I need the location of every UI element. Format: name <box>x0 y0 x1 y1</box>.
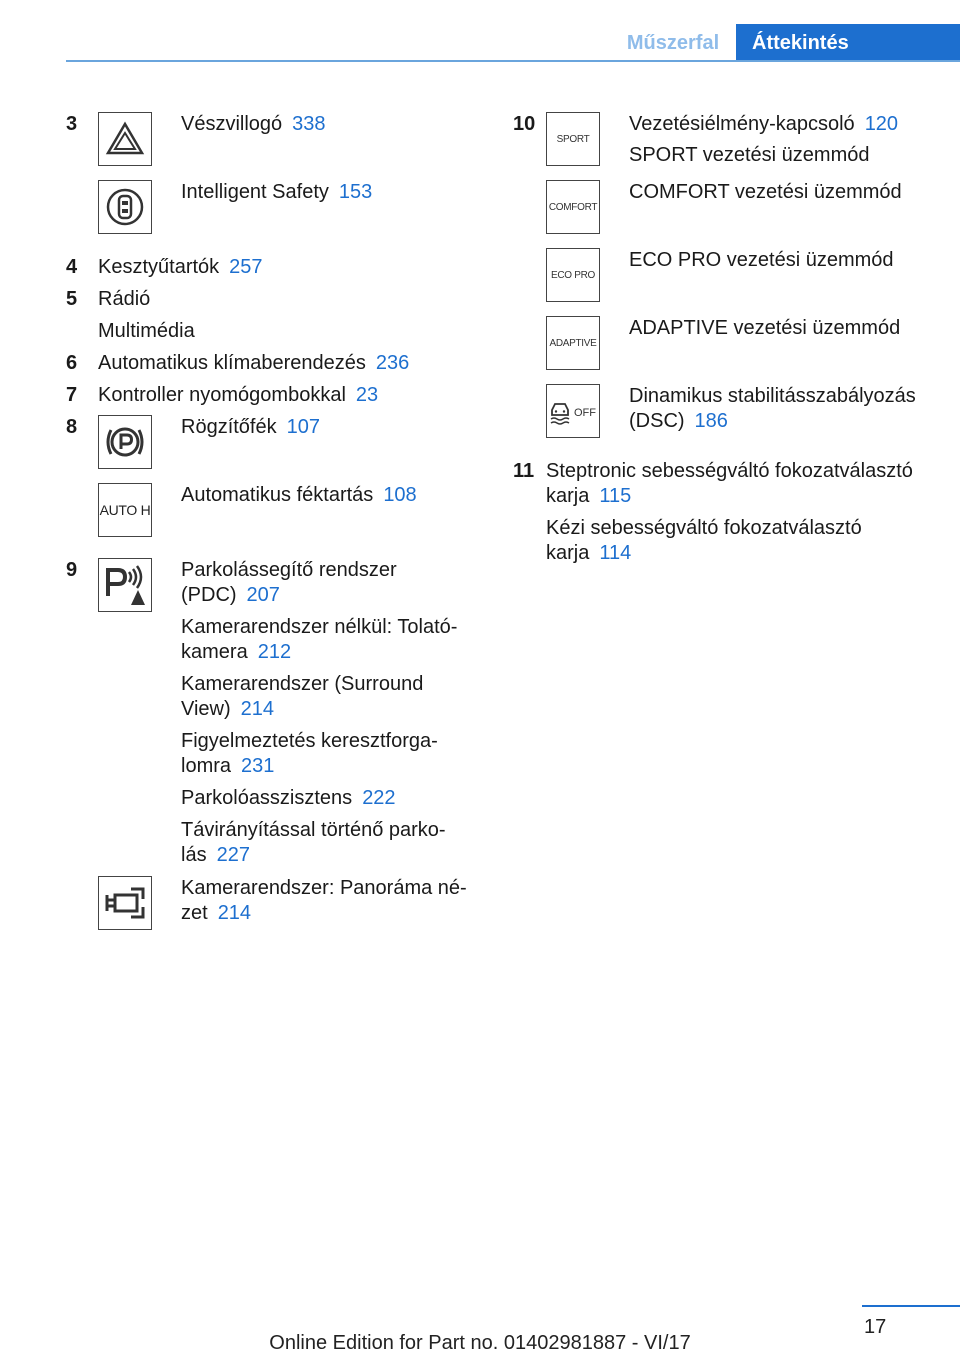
item-10d-label: ADAPTIVE vezetési üzemmód <box>629 317 901 339</box>
item-9-e4-line1: Figyelmeztetés keresztforga- <box>181 730 438 752</box>
adaptive-mode-icon-label: ADAPTIVE <box>549 337 597 349</box>
item-11b-line2-wrap <box>546 541 631 566</box>
item-number-8: 8 <box>66 416 78 438</box>
item-10c-label: ECO PRO vezetési üzemmód <box>629 249 894 271</box>
item-9-e4-page-link[interactable]: 231 <box>241 755 275 777</box>
item-number-4: 4 <box>66 256 78 278</box>
item-7-entry <box>98 383 378 408</box>
item-9-e3-line2-wrap <box>181 697 274 722</box>
item-9-e6-line1: Távirányítással történő parko- <box>181 819 446 841</box>
item-9-e2-line1: Kamerarendszer nélkül: Tolató- <box>181 616 458 638</box>
item-9-e4-line2-wrap <box>181 754 274 779</box>
item-4-entry <box>98 255 263 280</box>
item-6-label: Automatikus klímaberendezés <box>98 352 366 374</box>
item-9-e1-line2-wrap <box>181 583 280 608</box>
item-11a-line1: Steptronic sebességváltó fokozatválasztó <box>546 460 913 482</box>
item-10a-entry <box>629 112 898 137</box>
item-9-e7-line1: Kamerarendszer: Panoráma né- <box>181 877 467 899</box>
sport-mode-icon <box>546 112 600 166</box>
item-9-e1-page-link[interactable]: 207 <box>246 584 280 606</box>
intelligent-safety-icon <box>98 180 152 234</box>
item-10e-page-link[interactable]: 186 <box>694 410 728 432</box>
item-8b-page-link[interactable]: 108 <box>383 484 417 506</box>
comfort-mode-icon <box>546 180 600 234</box>
item-11b-page-link[interactable]: 114 <box>599 542 632 564</box>
item-8b-entry <box>181 483 417 508</box>
item-10e-line1: Dinamikus stabilitásszabályozás <box>629 385 916 407</box>
dsc-off-icon <box>546 384 600 438</box>
tab-muszerfal[interactable]: Műszerfal <box>626 32 720 54</box>
item-10b-label: COMFORT vezetési üzemmód <box>629 181 902 203</box>
eco-pro-mode-icon <box>546 248 600 302</box>
item-4-page-link[interactable]: 257 <box>229 256 263 278</box>
edition-footer: Online Edition for Part no. 01402981887 - VI/17 <box>269 1332 691 1354</box>
auto-hold-icon-label: AUTO H <box>99 502 151 518</box>
park-distance-control-icon <box>98 558 152 612</box>
item-3b-entry <box>181 180 372 205</box>
adaptive-mode-icon <box>546 316 600 370</box>
item-3a-label: Vészvillogó <box>181 113 283 135</box>
item-number-7: 7 <box>66 384 78 406</box>
item-9-e4-line2: lomra <box>181 755 232 777</box>
item-9-e3-line2: View) <box>181 698 231 720</box>
dsc-off-icon-label: OFF <box>574 407 596 419</box>
item-9-e7-page-link[interactable]: 214 <box>217 902 252 924</box>
item-10a-label: Vezetésiélmény-kapcsoló <box>629 113 855 135</box>
item-9-e2-page-link[interactable]: 212 <box>257 641 292 663</box>
item-7-label: Kontroller nyomógombokkal <box>98 384 346 406</box>
item-8b-label: Automatikus féktartás <box>181 484 374 506</box>
item-3b-label: Intelligent Safety <box>181 181 329 203</box>
auto-hold-icon <box>98 483 152 537</box>
item-3a-page-link[interactable]: 338 <box>292 113 326 135</box>
item-10a-page-link[interactable]: 120 <box>864 113 899 135</box>
item-8a-entry <box>181 415 320 440</box>
item-9-e6-page-link[interactable]: 227 <box>216 844 250 866</box>
page-number: 17 <box>864 1316 887 1338</box>
item-9-e3-line1: Kamerarendszer (Surround <box>181 673 424 695</box>
item-number-6: 6 <box>66 352 78 374</box>
item-number-10: 10 <box>513 113 536 135</box>
tab-attekintes[interactable]: Áttekintés <box>736 24 960 62</box>
item-5-line2: Multimédia <box>98 320 195 342</box>
comfort-mode-icon-label: COMFORT <box>548 201 598 213</box>
item-9-e5-entry <box>181 786 396 811</box>
item-4-label: Kesztyűtartók <box>98 256 220 278</box>
item-3a-entry <box>181 112 326 137</box>
item-9-e7-line2: zet <box>181 902 208 924</box>
footer-divider <box>862 1305 960 1307</box>
item-9-e3-page-link[interactable]: 214 <box>240 698 275 720</box>
item-7-page-link[interactable]: 23 <box>355 384 379 406</box>
item-9-e5-page-link[interactable]: 222 <box>362 787 396 809</box>
item-10e-line2: (DSC) <box>629 410 685 432</box>
item-9-e6-line2-wrap <box>181 843 250 868</box>
item-number-5: 5 <box>66 288 78 310</box>
parking-brake-icon <box>98 415 152 469</box>
item-9-e1-line2: (PDC) <box>181 584 237 606</box>
item-11a-page-link[interactable]: 115 <box>599 485 632 507</box>
header-divider <box>66 60 960 62</box>
item-number-11: 11 <box>513 460 535 482</box>
item-8a-label: Rögzítőfék <box>181 416 277 438</box>
item-11b-line1: Kézi sebességváltó fokozatválasztó <box>546 517 862 539</box>
item-11a-line2-wrap <box>546 484 631 509</box>
item-10e-line2-wrap <box>629 409 728 434</box>
sport-mode-icon-label: SPORT <box>556 133 590 145</box>
item-9-e6-line2: lás <box>181 844 207 866</box>
item-9-e1-line1: Parkolássegítő rendszer <box>181 559 397 581</box>
item-number-3: 3 <box>66 113 78 135</box>
item-number-9: 9 <box>66 559 78 581</box>
item-11a-line2: karja <box>546 485 590 507</box>
item-10a-sub: SPORT vezetési üzemmód <box>629 144 870 166</box>
item-9-e7-line2-wrap <box>181 901 251 926</box>
hazard-warning-icon <box>98 112 152 166</box>
item-6-page-link[interactable]: 236 <box>375 352 410 374</box>
item-11b-line2: karja <box>546 542 590 564</box>
item-9-e2-line2-wrap <box>181 640 291 665</box>
item-3b-page-link[interactable]: 153 <box>338 181 373 203</box>
item-6-entry <box>98 351 409 376</box>
item-9-e2-line2: kamera <box>181 641 248 663</box>
camera-system-icon <box>98 876 152 930</box>
item-9-e5-label: Parkolóasszisztens <box>181 787 353 809</box>
item-8a-page-link[interactable]: 107 <box>286 416 320 438</box>
eco-pro-mode-icon-label: ECO PRO <box>550 269 596 281</box>
item-5-line1: Rádió <box>98 288 151 310</box>
